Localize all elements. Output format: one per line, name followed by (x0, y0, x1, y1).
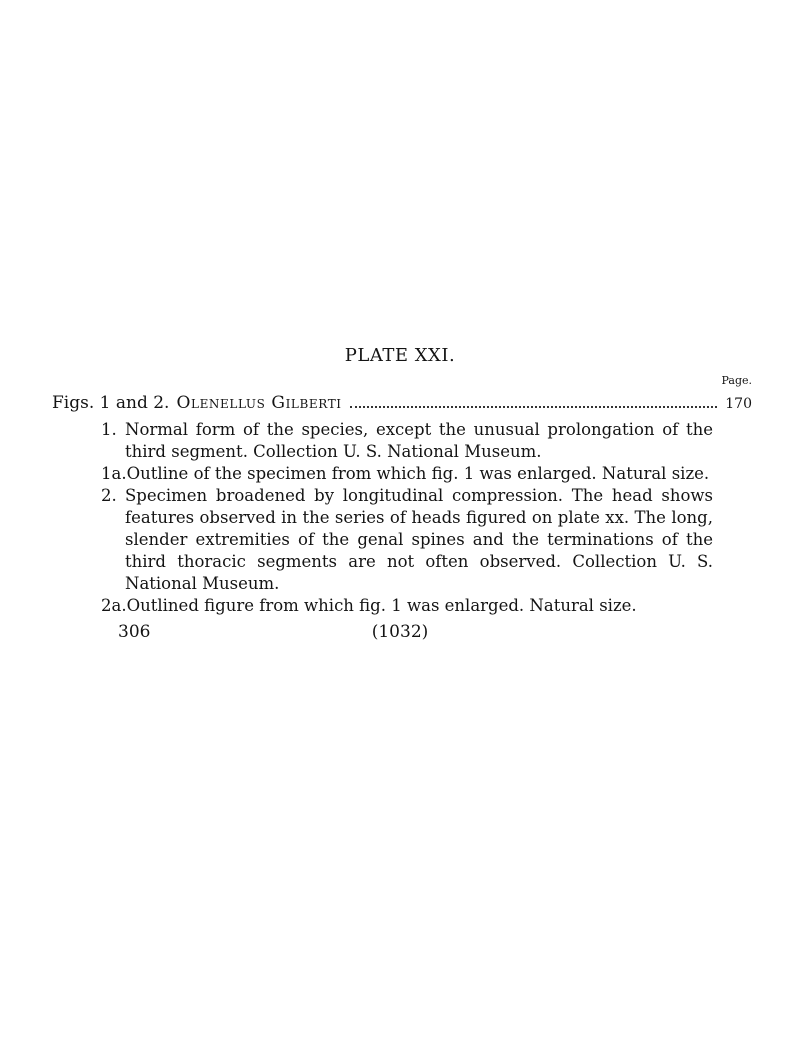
species-name: Olenellus Gilberti (176, 393, 342, 413)
entry-number: 1. (101, 420, 117, 439)
footer-page-number: 306 (118, 622, 151, 642)
entry-text: Specimen broadened by longitudinal compression. The head shows features observed in the series of heads figured on plate xx. The long, slender extremities of the genal spines and the terminations of the third thoracic segments are not often observed. Collection U. S. National Museum. (125, 486, 713, 593)
dot-leader (350, 405, 718, 408)
figure-header-lead: Figs. 1 and 2. (52, 393, 170, 413)
entry-text: Normal form of the species, except the unusual prolongation of the third segment. Collection U. S. National Museum. (125, 420, 713, 461)
footer-bracket-number: (1032) (371, 622, 429, 642)
figure-entry-2 (101, 485, 713, 595)
entry-text: Outlined figure from which fig. 1 was enlarged. Natural size. (126, 596, 637, 615)
figure-entry-2a (101, 595, 713, 617)
figure-page-number: 170 (725, 396, 752, 412)
figure-header (52, 393, 752, 413)
plate-title: PLATE XXI. (344, 345, 456, 366)
figure-entries (101, 419, 713, 617)
entry-number: 2a. (101, 596, 127, 615)
figure-entry-1 (101, 419, 713, 463)
entry-text: Outline of the specimen from which fig. 1 was enlarged. Natural size. (126, 464, 710, 483)
figure-entry-1a (101, 463, 713, 485)
page-column-label: Page. (721, 374, 752, 387)
entry-number: 1a. (101, 464, 127, 483)
entry-number: 2. (101, 486, 117, 505)
